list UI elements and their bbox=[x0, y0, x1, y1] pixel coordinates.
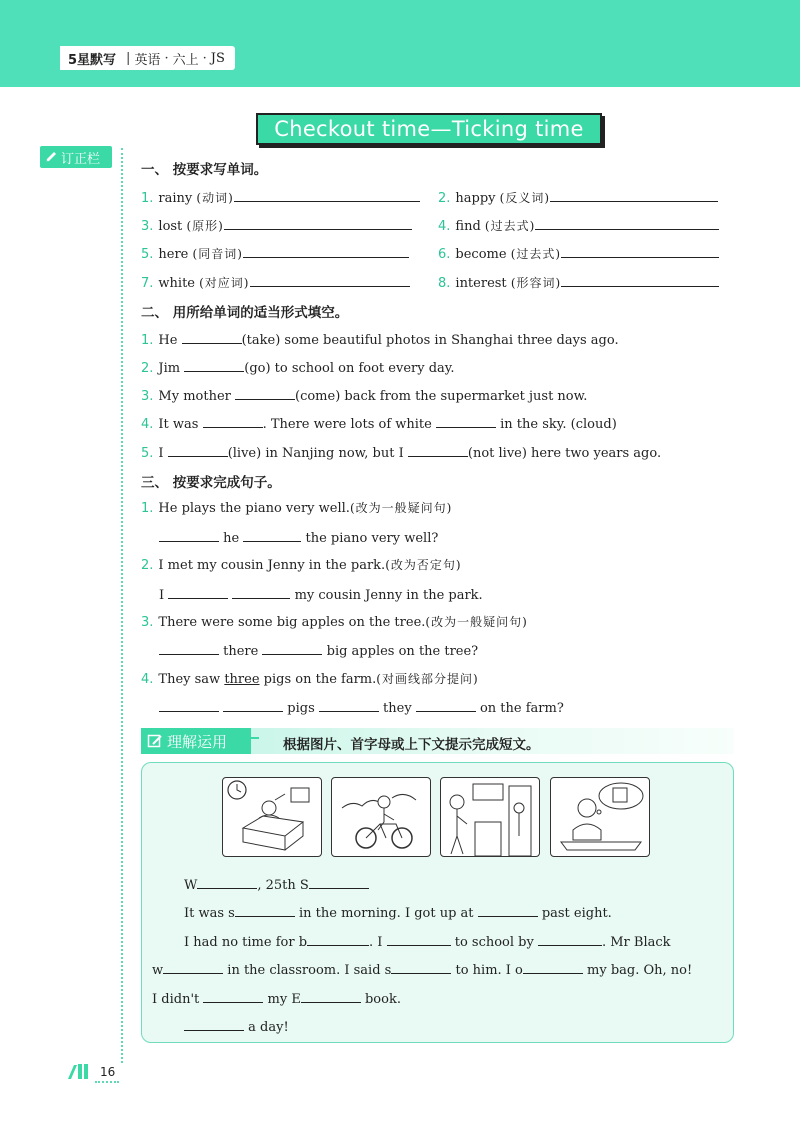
answer-blank[interactable] bbox=[223, 698, 283, 712]
passage-text: I had no time for b bbox=[184, 935, 308, 950]
answer-blank[interactable] bbox=[538, 932, 602, 946]
item-text: I bbox=[158, 446, 164, 461]
passage-text: W bbox=[184, 878, 198, 893]
item-number: 3. bbox=[141, 389, 154, 404]
answer-blank[interactable] bbox=[243, 244, 409, 258]
answer-blank[interactable] bbox=[232, 585, 290, 599]
word-item bbox=[438, 273, 719, 291]
dot-separator: · bbox=[164, 50, 169, 66]
item-text: (go) to school on foot every day. bbox=[244, 361, 455, 376]
item-number: 8. bbox=[438, 276, 451, 291]
answer-blank[interactable] bbox=[561, 273, 719, 287]
item-text: I bbox=[159, 588, 165, 603]
item-text: there bbox=[223, 644, 259, 659]
item-word: find bbox=[455, 219, 481, 234]
section1-title: 一、 按要求写单词。 bbox=[141, 162, 268, 178]
passage-line bbox=[184, 903, 612, 921]
passage-text: a day! bbox=[248, 1020, 289, 1035]
answer-line bbox=[159, 585, 483, 603]
practice-tag-label: 理解运用 bbox=[167, 732, 228, 751]
item-text: pigs on the farm. bbox=[263, 672, 377, 687]
item-number: 2. bbox=[141, 361, 154, 376]
item-hint: (改为一般疑问句) bbox=[425, 615, 528, 629]
answer-blank[interactable] bbox=[478, 903, 538, 917]
item-word: lost bbox=[158, 219, 183, 234]
passage-text: I didn't bbox=[152, 992, 200, 1007]
item-number: 6. bbox=[438, 247, 451, 262]
passage-line bbox=[152, 960, 692, 978]
item-text: the piano very well? bbox=[305, 531, 439, 546]
passage-text: in the classroom. I said s bbox=[227, 963, 392, 978]
practice-instruction: 根据图片、首字母或上下文提示完成短文。 bbox=[283, 737, 540, 753]
sentence-item bbox=[141, 499, 452, 516]
item-text: (come) back from the supermarket just now. bbox=[295, 389, 588, 404]
item-text: Jim bbox=[158, 361, 181, 376]
item-text: big apples on the tree? bbox=[326, 644, 479, 659]
section2-title: 二、 用所给单词的适当形式填空。 bbox=[141, 305, 349, 321]
answer-blank[interactable] bbox=[436, 414, 496, 428]
fill-item bbox=[141, 330, 619, 348]
answer-line bbox=[159, 641, 478, 659]
passage-text: It was s bbox=[184, 906, 235, 921]
book-tag bbox=[60, 46, 235, 70]
fill-item bbox=[141, 358, 455, 376]
answer-blank[interactable] bbox=[262, 641, 322, 655]
answer-blank[interactable] bbox=[168, 585, 228, 599]
dot-separator: · bbox=[202, 50, 207, 66]
item-hint: (对画线部分提问) bbox=[376, 672, 479, 686]
item-text: (not live) here two years ago. bbox=[467, 446, 662, 461]
answer-line bbox=[159, 528, 438, 546]
pencil-icon bbox=[44, 150, 58, 164]
item-hint: (反义词) bbox=[499, 191, 551, 205]
answer-blank[interactable] bbox=[235, 386, 295, 400]
edition-label: JS bbox=[210, 50, 225, 66]
sentence-item bbox=[141, 613, 528, 630]
word-item bbox=[438, 244, 719, 262]
passage-line bbox=[184, 875, 369, 893]
answer-blank[interactable] bbox=[159, 698, 219, 712]
practice-bar bbox=[141, 728, 734, 754]
answer-blank[interactable] bbox=[159, 641, 219, 655]
picture-thinking bbox=[550, 777, 650, 857]
passage-text: w bbox=[152, 963, 164, 978]
underlined-word: three bbox=[224, 672, 260, 687]
item-text: He plays the piano very well. bbox=[158, 501, 350, 516]
brand-label: 5星默写 bbox=[68, 52, 117, 68]
books-icon bbox=[66, 1061, 94, 1081]
passage-text: . I bbox=[369, 935, 383, 950]
item-hint: (过去式) bbox=[484, 219, 536, 233]
passage-text: my E bbox=[267, 992, 301, 1007]
section3-title: 三、 按要求完成句子。 bbox=[141, 475, 281, 491]
answer-blank[interactable] bbox=[203, 989, 263, 1003]
answer-blank[interactable] bbox=[408, 443, 468, 457]
answer-blank[interactable] bbox=[550, 188, 718, 202]
separator: | bbox=[126, 50, 131, 66]
item-word: interest bbox=[455, 276, 507, 291]
section-banner: Checkout time—Ticking time bbox=[256, 113, 602, 145]
notebook-pencil-icon bbox=[147, 733, 163, 749]
answer-blank[interactable] bbox=[301, 989, 361, 1003]
page-number: 16 bbox=[100, 1065, 116, 1079]
item-number: 1. bbox=[141, 333, 154, 348]
word-item bbox=[141, 188, 420, 206]
item-number: 4. bbox=[438, 219, 451, 234]
item-text: pigs bbox=[287, 701, 315, 716]
word-item bbox=[141, 273, 410, 291]
page-dots bbox=[95, 1081, 119, 1083]
answer-blank[interactable] bbox=[182, 330, 242, 344]
answer-blank[interactable] bbox=[250, 273, 410, 287]
answer-blank[interactable] bbox=[159, 528, 219, 542]
correction-tag bbox=[40, 146, 112, 168]
item-number: 3. bbox=[141, 219, 154, 234]
passage-text: to him. I o bbox=[455, 963, 523, 978]
answer-blank[interactable] bbox=[243, 528, 301, 542]
answer-blank[interactable] bbox=[391, 960, 451, 974]
answer-blank[interactable] bbox=[184, 1017, 244, 1031]
item-text: My mother bbox=[158, 389, 231, 404]
item-number: 3. bbox=[141, 615, 154, 630]
answer-blank[interactable] bbox=[235, 903, 295, 917]
item-number: 5. bbox=[141, 247, 154, 262]
passage-text: . Mr Black bbox=[601, 935, 671, 950]
item-number: 7. bbox=[141, 276, 154, 291]
item-text: in the sky. (cloud) bbox=[500, 417, 617, 432]
answer-blank[interactable] bbox=[387, 932, 451, 946]
item-hint: (动词) bbox=[196, 191, 234, 205]
item-word: white bbox=[158, 276, 195, 291]
picture-classroom bbox=[440, 777, 540, 857]
item-word: rainy bbox=[158, 191, 193, 206]
picture-cycling bbox=[331, 777, 431, 857]
grade-label: 六上 bbox=[172, 52, 199, 68]
word-item bbox=[141, 216, 412, 234]
item-number: 1. bbox=[141, 501, 154, 516]
item-number: 4. bbox=[141, 672, 154, 687]
item-hint: (过去式) bbox=[510, 247, 562, 261]
answer-blank[interactable] bbox=[535, 216, 719, 230]
item-text: I met my cousin Jenny in the park. bbox=[158, 558, 386, 573]
answer-line bbox=[159, 698, 564, 716]
item-hint: (原形) bbox=[186, 219, 224, 233]
passage-line bbox=[152, 989, 401, 1007]
item-text: He bbox=[158, 333, 178, 348]
word-item bbox=[438, 188, 718, 206]
item-hint: (改为否定句) bbox=[385, 558, 462, 572]
item-text: There were some big apples on the tree. bbox=[158, 615, 426, 630]
item-number: 5. bbox=[141, 446, 154, 461]
picture-wake-up bbox=[222, 777, 322, 857]
passage-text: , 25th S bbox=[257, 878, 309, 893]
item-text: on the farm? bbox=[479, 701, 564, 716]
answer-blank[interactable] bbox=[561, 244, 719, 258]
sentence-item bbox=[141, 670, 479, 687]
answer-blank[interactable] bbox=[307, 932, 369, 946]
correction-divider bbox=[121, 148, 123, 1063]
fill-item bbox=[141, 414, 617, 432]
item-number: 2. bbox=[141, 558, 154, 573]
answer-blank[interactable] bbox=[319, 698, 379, 712]
word-item bbox=[438, 216, 719, 234]
answer-blank[interactable] bbox=[168, 443, 228, 457]
item-hint: (同音词) bbox=[192, 247, 243, 261]
item-number: 2. bbox=[438, 191, 451, 206]
answer-blank[interactable] bbox=[416, 698, 476, 712]
item-text: . There were lots of white bbox=[262, 417, 432, 432]
passage-text: to school by bbox=[454, 935, 534, 950]
item-word: happy bbox=[455, 191, 496, 206]
passage-box bbox=[141, 762, 734, 1043]
item-hint: (改为一般疑问句) bbox=[349, 501, 453, 515]
fill-item bbox=[141, 386, 587, 404]
item-text: They saw bbox=[158, 672, 221, 687]
item-text: It was bbox=[158, 417, 199, 432]
sentence-item bbox=[141, 556, 462, 573]
item-text: my cousin Jenny in the park. bbox=[294, 588, 483, 603]
header-band bbox=[0, 0, 800, 87]
item-number: 1. bbox=[141, 191, 154, 206]
answer-blank[interactable] bbox=[203, 414, 263, 428]
item-text: (take) some beautiful photos in Shanghai three days ago. bbox=[241, 333, 619, 348]
answer-blank[interactable] bbox=[523, 960, 583, 974]
correction-label: 订正栏 bbox=[61, 151, 101, 167]
answer-blank[interactable] bbox=[224, 216, 412, 230]
passage-text: my bag. Oh, no! bbox=[587, 963, 693, 978]
practice-tag bbox=[141, 728, 251, 754]
item-word: become bbox=[455, 247, 507, 262]
passage-line bbox=[184, 932, 671, 950]
item-word: here bbox=[158, 247, 189, 262]
answer-blank[interactable] bbox=[197, 875, 257, 889]
answer-blank[interactable] bbox=[184, 358, 244, 372]
item-text: they bbox=[383, 701, 412, 716]
passage-line bbox=[184, 1017, 289, 1035]
fill-item bbox=[141, 443, 661, 461]
item-number: 4. bbox=[141, 417, 154, 432]
passage-text: past eight. bbox=[541, 906, 612, 921]
answer-blank[interactable] bbox=[234, 188, 420, 202]
subject-label: 英语 bbox=[134, 52, 161, 68]
word-item bbox=[141, 244, 409, 262]
item-hint: (形容词) bbox=[510, 276, 562, 290]
answer-blank[interactable] bbox=[309, 875, 369, 889]
item-hint: (对应词) bbox=[199, 276, 250, 290]
passage-text: in the morning. I got up at bbox=[299, 906, 474, 921]
item-text: he bbox=[223, 531, 240, 546]
passage-text: book. bbox=[364, 992, 401, 1007]
item-text: (live) in Nanjing now, but I bbox=[227, 446, 404, 461]
answer-blank[interactable] bbox=[163, 960, 223, 974]
